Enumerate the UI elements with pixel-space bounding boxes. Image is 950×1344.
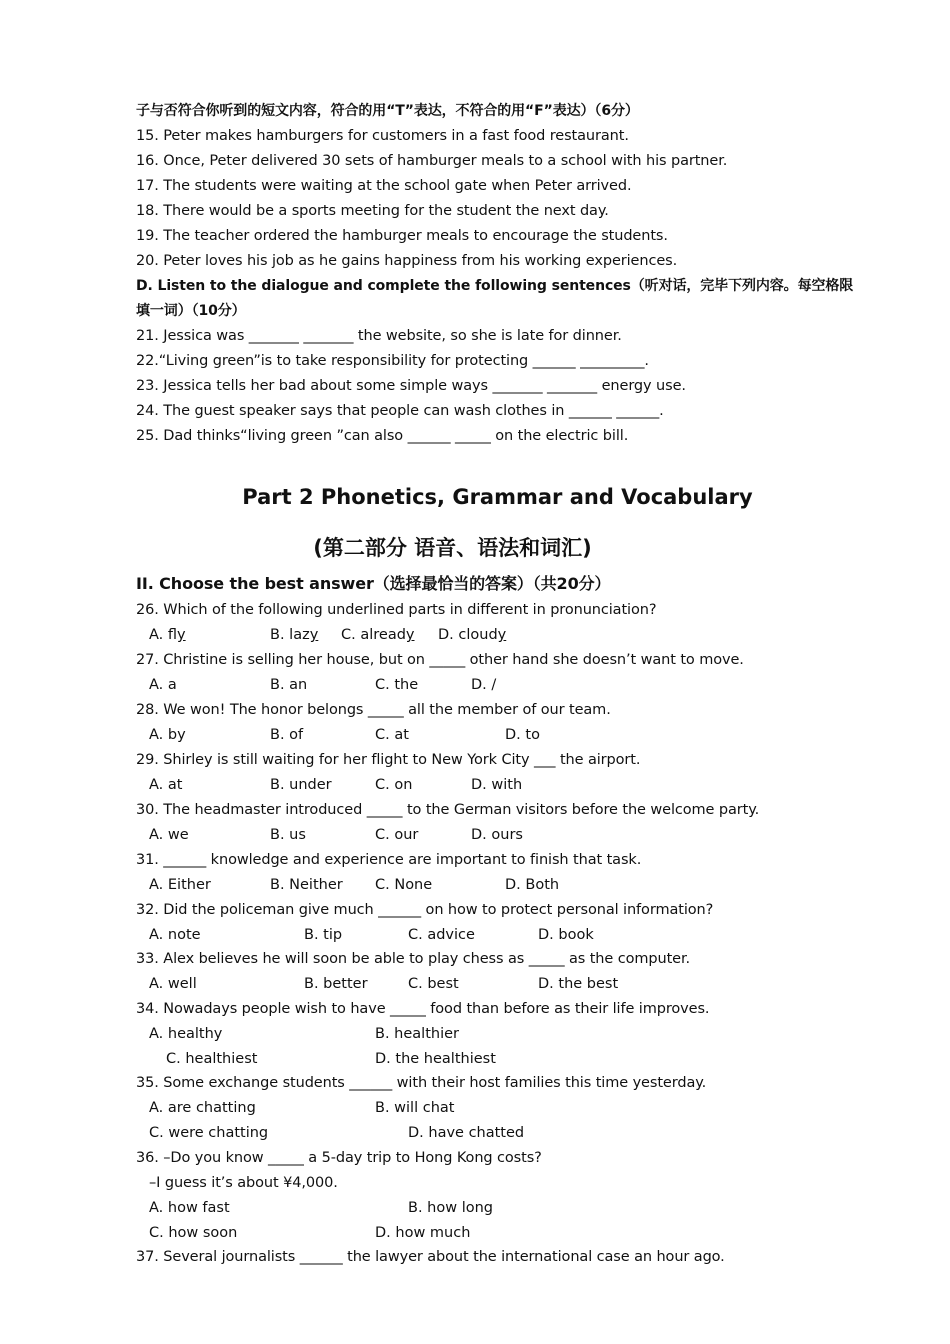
- option: A. fly: [149, 627, 186, 643]
- list-item: 23. Jessica tells her bad about some simple ways _______ _______ energy use.: [136, 378, 686, 394]
- section-c-instruction: 子与否符合你听到的短文内容，符合的用“T”表达，不符合的用“F”表达）（6分）: [136, 103, 639, 119]
- option: B. Neither: [270, 877, 343, 893]
- option: D. cloudy: [438, 627, 507, 643]
- option: C. how soon: [149, 1225, 238, 1241]
- option: D. to: [505, 727, 540, 743]
- option: B. under: [270, 777, 332, 793]
- list-item: 16. Once, Peter delivered 30 sets of hamburger meals to a school with his partner.: [136, 153, 728, 169]
- option: A. a: [149, 677, 177, 693]
- list-item: 18. There would be a sports meeting for the student the next day.: [136, 203, 609, 219]
- option: D. with: [471, 777, 523, 793]
- list-item: 19. The teacher ordered the hamburger meals to encourage the students.: [136, 228, 668, 244]
- question: 34. Nowadays people wish to have _____ food than before as their life improves.: [136, 1001, 710, 1017]
- option: C. healthiest: [166, 1051, 258, 1067]
- option: B. better: [304, 976, 368, 992]
- question: 33. Alex believes he will soon be able to play chess as _____ as the computer.: [136, 951, 691, 967]
- option: A. at: [149, 777, 183, 793]
- option: B. of: [270, 727, 304, 743]
- option: C. None: [375, 877, 433, 893]
- option: C. advice: [408, 927, 475, 943]
- option: C. best: [408, 976, 459, 992]
- part-title: Part 2 Phonetics, Grammar and Vocabulary: [242, 485, 753, 509]
- section-ii-heading: II. Choose the best answer（选择最恰当的答案）（共20分）: [136, 574, 611, 593]
- question: 31. ______ knowledge and experience are important to finish that task.: [136, 852, 642, 868]
- option: C. were chatting: [149, 1125, 269, 1141]
- option: B. an: [270, 677, 308, 693]
- option: C. at: [375, 727, 409, 743]
- option: D. how much: [375, 1225, 471, 1241]
- question: 26. Which of the following underlined parts in different in pronunciation?: [136, 602, 657, 618]
- option: A. Either: [149, 877, 211, 893]
- option: D. the best: [538, 976, 619, 992]
- option: A. well: [149, 976, 197, 992]
- option: D. book: [538, 927, 594, 943]
- option: D. /: [471, 677, 497, 693]
- option: C. our: [375, 827, 419, 843]
- list-item: 22.“Living green”is to take responsibility for protecting ______ _________.: [136, 353, 649, 369]
- section-d-heading: D. Listen to the dialogue and complete the following sentences（听对话，完毕下列内容。每空格限: [136, 278, 854, 294]
- question: 37. Several journalists ______ the lawyer about the international case an hour ago.: [136, 1249, 725, 1265]
- list-item: 21. Jessica was _______ _______ the website, so she is late for dinner.: [136, 328, 622, 344]
- list-item: 25. Dad thinks“living green ”can also ______ _____ on the electric bill.: [136, 428, 629, 444]
- option: A. how fast: [149, 1200, 230, 1216]
- option: A. we: [149, 827, 189, 843]
- option: C. already: [341, 627, 415, 643]
- option: A. are chatting: [149, 1100, 256, 1116]
- option: B. us: [270, 827, 306, 843]
- list-item: 20. Peter loves his job as he gains happiness from his working experiences.: [136, 253, 678, 269]
- option: C. the: [375, 677, 419, 693]
- option: B. will chat: [375, 1100, 455, 1116]
- section-d-heading-cont: 填一词）（10分）: [136, 303, 246, 319]
- option: B. lazy: [270, 627, 319, 643]
- list-item: 15. Peter makes hamburgers for customers in a fast food restaurant.: [136, 128, 629, 144]
- option: A. note: [149, 927, 201, 943]
- question: 30. The headmaster introduced _____ to the German visitors before the welcome party.: [136, 802, 760, 818]
- question: 27. Christine is selling her house, but on _____ other hand she doesn’t want to move.: [136, 652, 744, 668]
- option: D. Both: [505, 877, 560, 893]
- option: A. healthy: [149, 1026, 223, 1042]
- list-item: 17. The students were waiting at the school gate when Peter arrived.: [136, 178, 632, 194]
- option: D. the healthiest: [375, 1051, 496, 1067]
- part-subtitle: (第二部分 语音、语法和词汇): [313, 536, 592, 560]
- question: 28. We won! The honor belongs _____ all the member of our team.: [136, 702, 611, 718]
- option: B. tip: [304, 927, 343, 943]
- option: C. on: [375, 777, 413, 793]
- list-item: 24. The guest speaker says that people can wash clothes in ______ ______.: [136, 403, 664, 419]
- option: D. have chatted: [408, 1125, 525, 1141]
- option: B. healthier: [375, 1026, 459, 1042]
- question: 35. Some exchange students ______ with their host families this time yesterday.: [136, 1075, 707, 1091]
- option: A. by: [149, 727, 186, 743]
- option: B. how long: [408, 1200, 493, 1216]
- question: 32. Did the policeman give much ______ on how to protect personal information?: [136, 902, 714, 918]
- dialogue-reply: –I guess it’s about ¥4,000.: [149, 1175, 338, 1191]
- question: 29. Shirley is still waiting for her flight to New York City ___ the airport.: [136, 752, 641, 768]
- option: D. ours: [471, 827, 523, 843]
- question: 36. –Do you know _____ a 5-day trip to Hong Kong costs?: [136, 1150, 542, 1166]
